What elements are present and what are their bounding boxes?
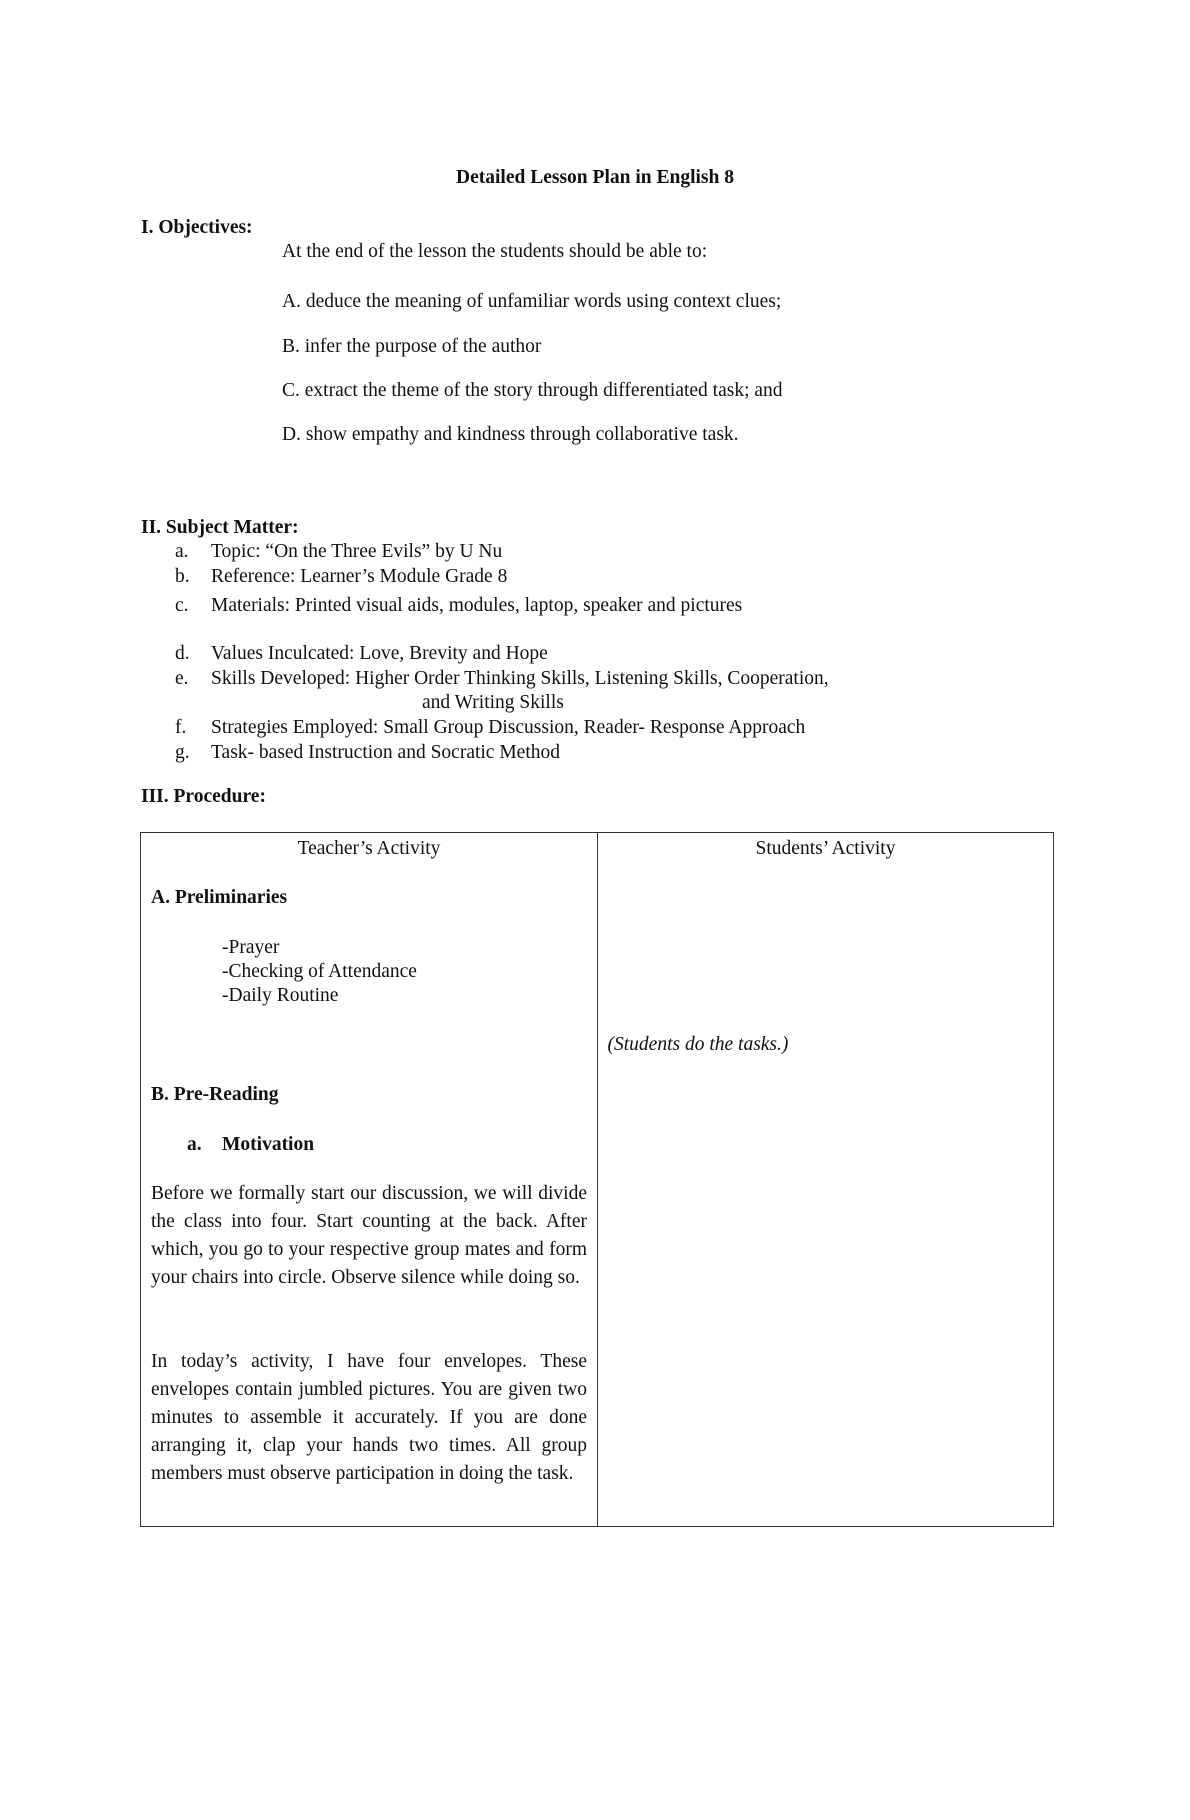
motivation-heading: Motivation [222,1134,315,1155]
subject-item-reference: Reference: Learner’s Module Grade 8 [211,566,508,587]
preliminary-routine: -Daily Routine [222,985,339,1006]
subject-item-letter-c: c. [175,595,189,616]
subject-item-skills-continuation: and Writing Skills [422,692,564,713]
subject-item-values: Values Inculcated: Love, Brevity and Hope [211,643,548,664]
objectives-heading: I. Objectives: [141,217,253,238]
motivation-paragraph-2: In today’s activity, I have four envelopes. These envelopes contain jumbled pictures. You are given two minutes to assemble it accurately. If you are done arranging it, clap your hands two times. All group members must observe participation in doing the task. [151,1351,587,1484]
subject-item-strategies: Strategies Employed: Small Group Discussion, Reader- Response Approach [211,717,806,738]
subject-item-letter-f: f. [175,717,187,738]
preliminary-attendance: -Checking of Attendance [222,961,417,982]
objective-item-d: D. show empathy and kindness through collaborative task. [282,424,739,445]
subject-item-materials: Materials: Printed visual aids, modules, laptop, speaker and pictures [211,595,743,616]
teacher-activity-header: Teacher’s Activity [297,838,441,859]
students-activity-column [597,833,1054,1527]
objectives-intro: At the end of the lesson the students should be able to: [282,241,708,262]
subject-item-letter-d: d. [175,643,190,664]
students-task-note: (Students do the tasks.) [607,1034,789,1055]
preliminary-prayer: -Prayer [222,937,280,958]
students-activity-header: Students’ Activity [755,838,896,859]
subject-item-letter-b: b. [175,566,190,587]
teacher-activity-column [141,833,598,1527]
subject-item-letter-e: e. [175,668,189,689]
preliminaries-heading: A. Preliminaries [151,887,288,908]
subject-matter-heading: II. Subject Matter: [141,517,299,538]
objective-item-c: C. extract the theme of the story through differentiated task; and [282,380,783,401]
pre-reading-heading: B. Pre-Reading [151,1084,279,1105]
procedure-heading: III. Procedure: [141,786,266,807]
subject-item-method: Task- based Instruction and Socratic Method [211,742,561,763]
document-title: Detailed Lesson Plan in English 8 [456,167,734,188]
motivation-letter: a. [187,1134,202,1155]
objective-item-b: B. infer the purpose of the author [282,336,542,357]
subject-item-skills: Skills Developed: Higher Order Thinking Skills, Listening Skills, Cooperation, [211,668,829,689]
motivation-paragraph-1: Before we formally start our discussion, we will divide the class into four. Start counting at the back. After which, you go to your respective group mates and form your chairs into circle. Observe silence while doing so. [151,1183,587,1288]
procedure-table [140,832,1054,1527]
subject-item-letter-g: g. [175,742,190,763]
objective-item-a: A. deduce the meaning of unfamiliar words using context clues; [282,291,782,312]
subject-item-topic: Topic: “On the Three Evils” by U Nu [211,541,503,562]
subject-item-letter-a: a. [175,541,189,562]
